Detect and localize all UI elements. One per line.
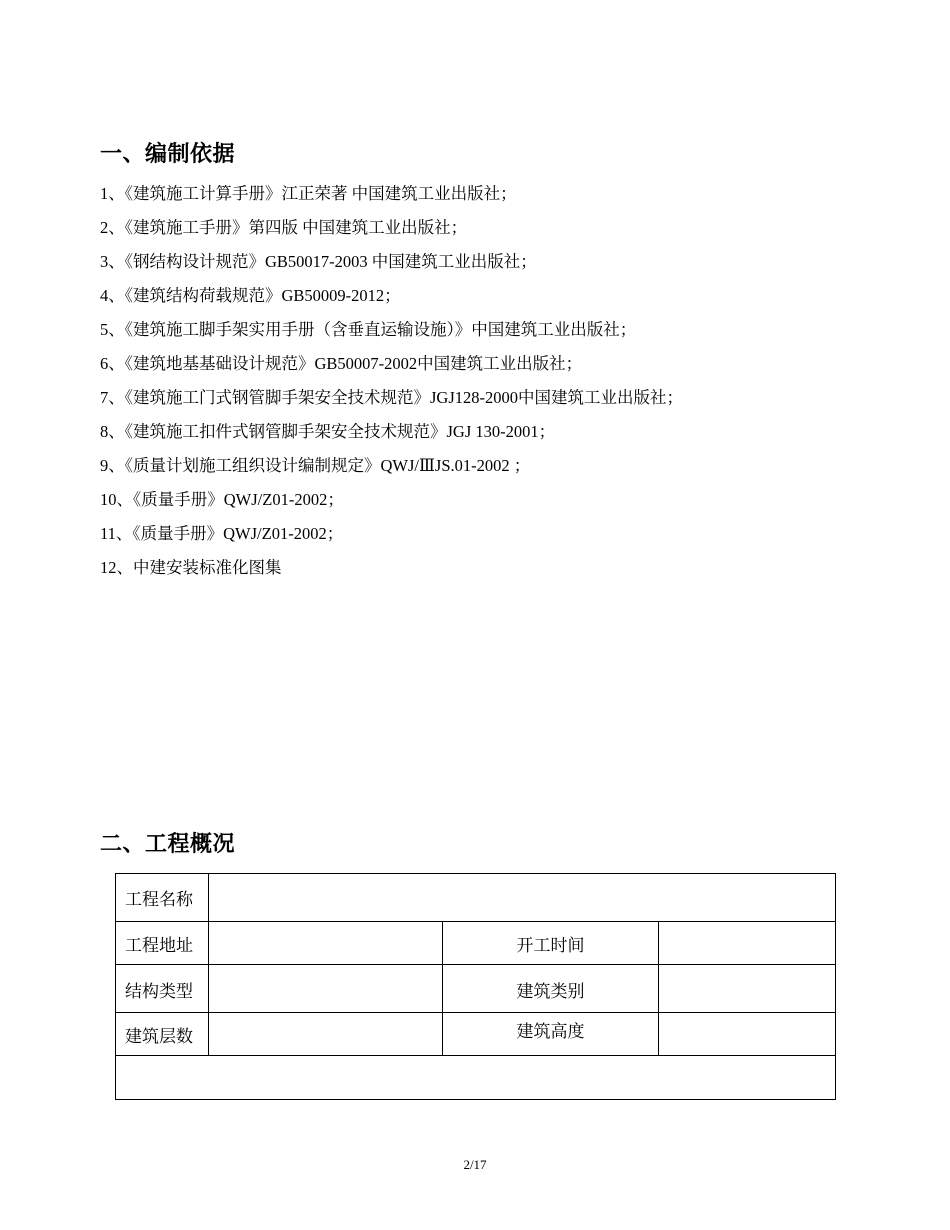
start-time-value bbox=[659, 922, 836, 965]
project-address-value bbox=[209, 922, 443, 965]
building-height-value bbox=[659, 1013, 836, 1056]
structure-type-value bbox=[209, 965, 443, 1013]
project-overview-table bbox=[115, 873, 836, 1100]
table-row bbox=[116, 1013, 836, 1056]
project-address-label: 工程地址 bbox=[116, 922, 209, 965]
reference-item: 5、《建筑施工脚手架实用手册（含垂直运输设施）》中国建筑工业出版社； bbox=[100, 320, 637, 339]
reference-item: 10、《质量手册》QWJ/Z01-2002； bbox=[100, 490, 344, 509]
section-heading-overview: 二、工程概况 bbox=[100, 832, 236, 857]
remarks-cell bbox=[116, 1056, 836, 1100]
reference-item: 9、《质量计划施工组织设计编制规定》QWJ/ⅢJS.01-2002 ； bbox=[100, 456, 531, 475]
page-number: 2/17 bbox=[463, 1157, 487, 1172]
building-category-value bbox=[659, 965, 836, 1013]
project-name-label: 工程名称 bbox=[116, 874, 209, 922]
reference-list bbox=[100, 177, 683, 585]
reference-item: 8、《建筑施工扣件式钢管脚手架安全技术规范》JGJ 130-2001； bbox=[100, 422, 556, 441]
reference-item: 12、中建安装标准化图集 bbox=[100, 558, 282, 577]
building-floors-label: 建筑层数 bbox=[116, 1013, 209, 1056]
reference-item: 4、《建筑结构荷载规范》GB50009-2012； bbox=[100, 286, 401, 305]
structure-type-label: 结构类型 bbox=[116, 965, 209, 1013]
building-category-label: 建筑类别 bbox=[443, 965, 659, 1013]
section-heading-basis: 一、编制依据 bbox=[100, 142, 236, 167]
start-time-label: 开工时间 bbox=[443, 922, 659, 965]
reference-item: 7、《建筑施工门式钢管脚手架安全技术规范》JGJ128-2000中国建筑工业出版社； bbox=[100, 388, 684, 407]
reference-item: 3、《钢结构设计规范》GB50017-2003 中国建筑工业出版社； bbox=[100, 252, 537, 271]
project-name-value bbox=[209, 874, 836, 922]
table-row bbox=[116, 965, 836, 1013]
table-row bbox=[116, 1056, 836, 1100]
building-floors-value bbox=[209, 1013, 443, 1056]
reference-item: 2、《建筑施工手册》第四版 中国建筑工业出版社； bbox=[100, 218, 468, 237]
building-height-label: 建筑高度 bbox=[443, 1013, 659, 1056]
table-row bbox=[116, 874, 836, 922]
reference-item: 1、《建筑施工计算手册》江正荣著 中国建筑工业出版社； bbox=[100, 184, 517, 203]
reference-item: 6、《建筑地基基础设计规范》GB50007-2002中国建筑工业出版社； bbox=[100, 354, 583, 373]
reference-item: 11、《质量手册》QWJ/Z01-2002； bbox=[100, 524, 344, 543]
table-row bbox=[116, 922, 836, 965]
